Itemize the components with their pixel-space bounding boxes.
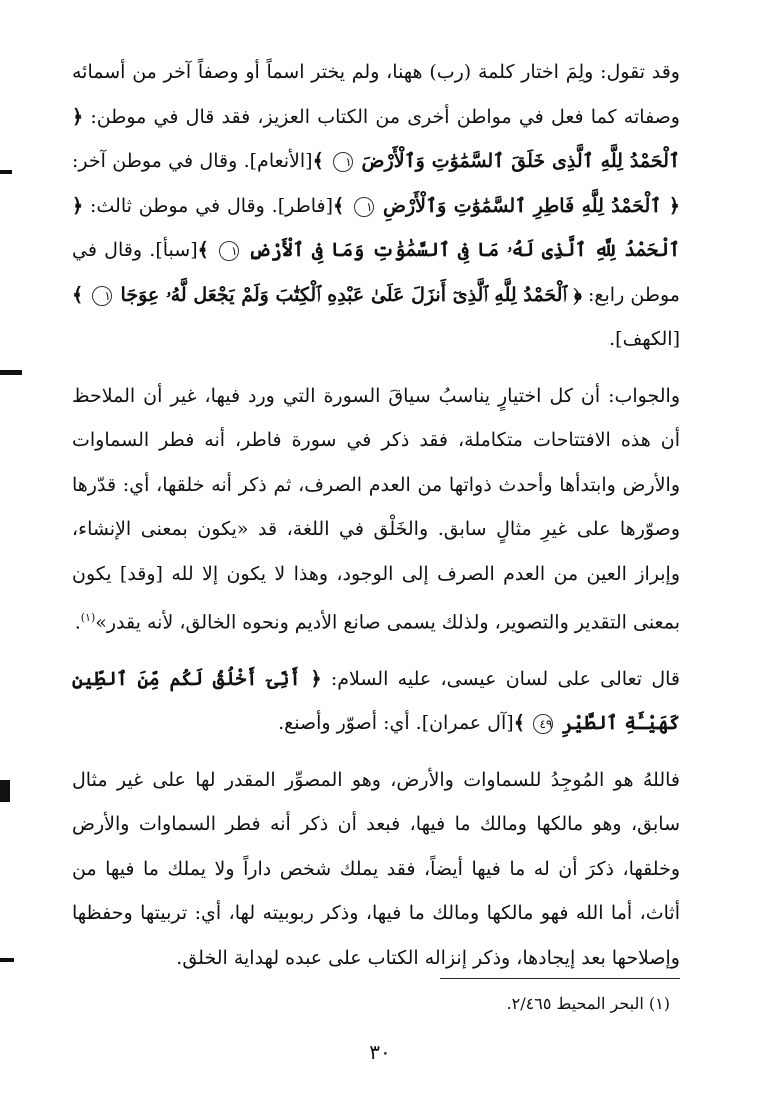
paragraph bbox=[72, 50, 680, 362]
quran-verse: ﴿ ٱلْحَمْدُ لِلَّهِ فَاطِرِ ٱلسَّمَٰوَٰتِ وَٱلْأَرْضِ bbox=[375, 194, 681, 217]
quran-verse: ﴿ أَنِّىٓ أَخْلُقُ لَكُم مِّنَ ٱلطِّينِ كَهَيْـَٔةِ ٱلطَّيْرِ bbox=[72, 667, 680, 735]
quran-verse: ﴾ bbox=[333, 194, 352, 217]
quran-verse: ﴿ ٱلْحَمْدُ لِلَّهِ ٱلَّذِى لَهُۥ مَا فِى ٱلسَّمَٰوَٰتِ وَمَا فِى ٱلْأَرْضِ bbox=[72, 194, 680, 261]
quran-verse: ﴾ bbox=[72, 283, 90, 306]
ayah-number: ١ bbox=[92, 286, 112, 306]
quran-verse: ﴿ ٱلْحَمْدُ لِلَّهِ ٱلَّذِى خَلَقَ ٱلسَّمَٰوَٰتِ وَٱلْأَرْضَ bbox=[72, 105, 681, 172]
paragraph-text: فاللهُ هو المُوجِدُ للسماوات والأرض، وهو المصوِّر المقدر لها على غير مثال سابق، وهو مالكها ومالك ما فيها، فبعد أن ذكر أنه فطر السماوات والأرض وخلقها، ذكرَ أن له ما فيها أيضاً، فقد يملك شخص داراً ولا يملك ما فيها من أثاث، أما الله فهو مالكها ومالك ما فيها، وذكر ربوبيته لها، أي: تربيتها وحفظها وإصلاحها بعد إيجادها، وذكر إنزاله الكتاب على عبده لهداية الخلق. bbox=[72, 768, 680, 969]
quran-verse: ﴾ bbox=[513, 712, 532, 735]
paragraph bbox=[72, 758, 680, 981]
paragraph-text: . bbox=[74, 611, 81, 634]
page-number: ٣٠ bbox=[369, 1040, 391, 1064]
footnote-divider bbox=[440, 978, 680, 979]
scan-edge-mark bbox=[0, 780, 10, 802]
quran-verse: ﴾ bbox=[197, 239, 217, 261]
paragraph-text: والجواب: أن كل اختيارٍ يناسبُ سياقَ السورة التي ورد فيها، غير أن الملاحظ أن هذه الافتتاحات متكاملة، فقد ذكر في سورة فاطر، أنه فطر السماوات والأرض وابتدأها وأحدث ذواتها من العدم الصرف، ثم ذكر أنه خلقها، أي: قدّرها وصوّرها على غيرِ مثالٍ سابق. والخَلْق في اللغة، قد «يكون بمعنى الإنشاء، وإبراز العين من العدم الصرف إلى الوجود، وهذا لا يكون إلا لله [وقد] يكون بمعنى التقدير والتصوير، ولذلك يسمى صانع الأديم ونحوه الخالق، لأنه يقدر» bbox=[72, 384, 680, 634]
paragraph bbox=[72, 374, 680, 645]
footnote-reference: (١) bbox=[80, 611, 96, 624]
footnote: (١) البحر المحيط ٢/٤٦٥. bbox=[506, 994, 670, 1013]
paragraph-text: وقد تقول: ولِمَ اختار كلمة (رب) ههنا، ولم يختر اسماً أو وصفاً آخر من أسمائه وصفاته كما فعل في مواطن أخرى من الكتاب العزيز، فقد قال في موطن: bbox=[72, 61, 680, 128]
quran-verse: ﴾ bbox=[312, 150, 331, 172]
paragraph-text: قال تعالى على لسان عيسى، عليه السلام: bbox=[321, 667, 680, 690]
scan-edge-mark bbox=[0, 958, 14, 962]
page-body bbox=[72, 50, 680, 980]
scan-edge-mark bbox=[0, 170, 12, 174]
quran-verse: ﴿ ٱلْحَمْدُ لِلَّهِ ٱلَّذِىٓ أَنزَلَ عَلَىٰ عَبْدِهِ ٱلْكِتَٰبَ وَلَمْ يَجْعَل لَّهُۥ عِوَجَا bbox=[113, 283, 582, 306]
paragraph-text: [آل عمران]. أي: أصوّر وأصنع. bbox=[278, 712, 514, 735]
ayah-number: ١ bbox=[333, 152, 353, 172]
paragraph-text: [الكهف]. bbox=[609, 328, 680, 350]
paragraph-text: [الأنعام]. وقال في موطن آخر: bbox=[72, 150, 313, 172]
ayah-number: ١ bbox=[354, 197, 374, 217]
ayah-number: ٤٩ bbox=[533, 714, 553, 734]
paragraph-text: [فاطر]. وقال في موطن ثالث: bbox=[83, 194, 334, 217]
paragraph bbox=[72, 657, 680, 746]
ayah-number: ١ bbox=[219, 241, 239, 261]
paragraph-text: [سبأ]. وقال في موطن رابع: bbox=[72, 239, 680, 306]
scan-edge-mark bbox=[0, 370, 22, 375]
